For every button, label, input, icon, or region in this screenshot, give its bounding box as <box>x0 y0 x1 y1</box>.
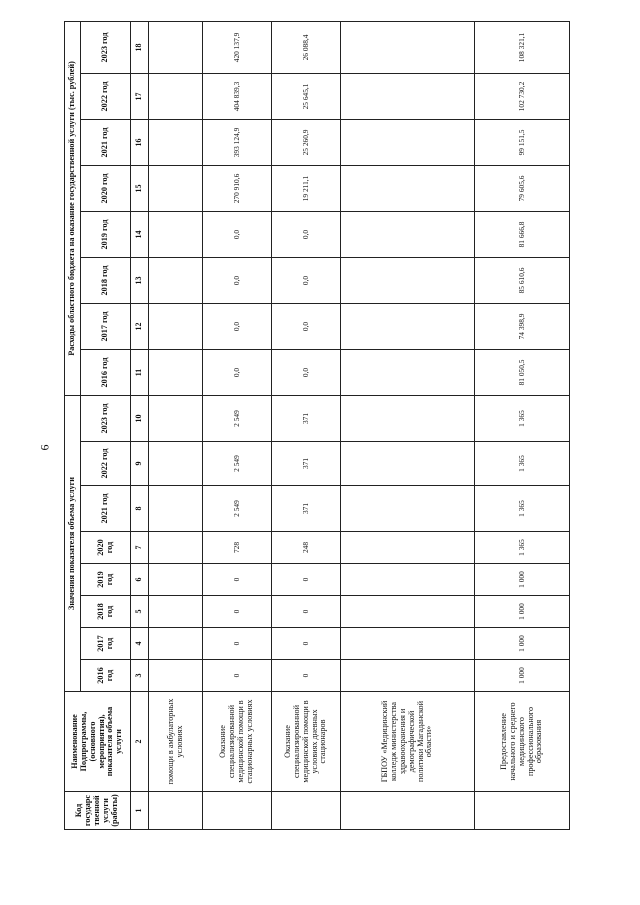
volume-cell: 1 000 <box>475 564 570 596</box>
header-budget-year: 2021 год <box>81 119 131 165</box>
budget-cell <box>341 21 475 73</box>
header-budget-year: 2022 год <box>81 73 131 119</box>
row-name: Предоставление начального и среднего медицинского профессионального образования <box>475 692 570 792</box>
budget-cell: 85 610,6 <box>475 257 570 303</box>
volume-cell <box>149 395 202 441</box>
volume-cell: 1 365 <box>475 442 570 486</box>
budget-cell: 26 088,4 <box>271 21 340 73</box>
header-volume-year: 2018 год <box>81 596 131 628</box>
row-name: помощи в амбулаторных условиях <box>149 692 202 792</box>
volume-cell <box>149 442 202 486</box>
volume-cell: 0 <box>202 596 271 628</box>
budget-cell <box>341 119 475 165</box>
column-number: 8 <box>131 486 149 532</box>
budget-cell <box>149 73 202 119</box>
volume-cell: 0 <box>271 564 340 596</box>
budget-cell <box>149 303 202 349</box>
volume-cell <box>149 486 202 532</box>
row-name: Оказание специализированной медицинской помощи в условиях дневных стационаров <box>271 692 340 792</box>
header-volume-year: 2016 год <box>81 660 131 692</box>
budget-cell: 99 151,5 <box>475 119 570 165</box>
budget-cell <box>149 119 202 165</box>
header-volume-year: 2021 год <box>81 486 131 532</box>
header-volume-year: 2023 год <box>81 395 131 441</box>
budget-cell: 0,0 <box>271 349 340 395</box>
table-row <box>271 21 340 829</box>
budget-cell <box>149 257 202 303</box>
budget-cell: 393 124,9 <box>202 119 271 165</box>
budget-cell: 0,0 <box>202 211 271 257</box>
header-volume-group: Значения показателя объема услуги <box>65 395 81 691</box>
row-code <box>475 792 570 830</box>
budget-cell: 74 398,9 <box>475 303 570 349</box>
budget-cell: 0,0 <box>271 303 340 349</box>
volume-cell: 2 549 <box>202 395 271 441</box>
volume-cell: 0 <box>202 564 271 596</box>
budget-cell: 0,0 <box>271 257 340 303</box>
column-number: 3 <box>131 660 149 692</box>
budget-cell: 420 137,9 <box>202 21 271 73</box>
row-code <box>202 792 271 830</box>
budget-cell: 270 910,6 <box>202 165 271 211</box>
header-volume-year: 2020 год <box>81 532 131 564</box>
volume-cell: 728 <box>202 532 271 564</box>
volume-cell <box>149 660 202 692</box>
volume-cell: 0 <box>271 596 340 628</box>
volume-cell: 248 <box>271 532 340 564</box>
table-row <box>202 21 271 829</box>
row-code <box>271 792 340 830</box>
budget-cell <box>341 349 475 395</box>
column-number: 15 <box>131 165 149 211</box>
row-code <box>341 792 475 830</box>
header-budget-year: 2020 год <box>81 165 131 211</box>
header-budget-year: 2023 год <box>81 21 131 73</box>
budget-cell <box>341 303 475 349</box>
row-code <box>149 792 202 830</box>
volume-cell: 0 <box>202 660 271 692</box>
header-code: Код государственной услуги (работы) <box>65 792 131 830</box>
header-budget-year: 2017 год <box>81 303 131 349</box>
budget-cell <box>149 211 202 257</box>
column-number: 5 <box>131 596 149 628</box>
volume-cell <box>341 532 475 564</box>
volume-cell: 1 365 <box>475 486 570 532</box>
volume-cell: 0 <box>202 628 271 660</box>
budget-cell: 81 666,8 <box>475 211 570 257</box>
header-budget-year: 2016 год <box>81 349 131 395</box>
budget-cell: 79 605,6 <box>475 165 570 211</box>
volume-cell: 0 <box>271 660 340 692</box>
column-number: 18 <box>131 21 149 73</box>
column-number: 6 <box>131 564 149 596</box>
volume-cell: 371 <box>271 442 340 486</box>
volume-cell <box>341 486 475 532</box>
column-number: 7 <box>131 532 149 564</box>
volume-cell <box>341 660 475 692</box>
table-row <box>149 21 202 829</box>
volume-cell <box>149 628 202 660</box>
volume-cell <box>149 564 202 596</box>
header-budget-year: 2018 год <box>81 257 131 303</box>
header-budget-group: Расходы областного бюджета на оказание государственной услуги (тыс. рублей) <box>65 21 81 395</box>
column-number: 13 <box>131 257 149 303</box>
header-volume-year: 2022 год <box>81 442 131 486</box>
budget-cell <box>149 21 202 73</box>
volume-cell <box>341 628 475 660</box>
rotated-table-area <box>64 22 570 830</box>
volume-cell: 371 <box>271 486 340 532</box>
table-row <box>341 21 475 829</box>
volume-cell: 0 <box>271 628 340 660</box>
volume-cell <box>341 442 475 486</box>
volume-cell: 1 365 <box>475 532 570 564</box>
volume-cell: 1 000 <box>475 596 570 628</box>
table-row <box>475 21 570 829</box>
budget-cell: 0,0 <box>202 257 271 303</box>
budget-cell <box>341 73 475 119</box>
volume-cell: 2 549 <box>202 442 271 486</box>
column-number: 2 <box>131 692 149 792</box>
volume-cell: 2 549 <box>202 486 271 532</box>
budget-cell: 102 730,2 <box>475 73 570 119</box>
column-number: 11 <box>131 349 149 395</box>
budget-cell <box>341 211 475 257</box>
header-volume-year: 2017 год <box>81 628 131 660</box>
volume-cell: 371 <box>271 395 340 441</box>
header-budget-year: 2019 год <box>81 211 131 257</box>
page-number: 6 <box>37 444 52 451</box>
row-name: ГБПОУ «Медицинский колледж министерства здравоохранения и демографической политики Магаданской области» <box>341 692 475 792</box>
budget-cell: 0,0 <box>202 349 271 395</box>
budget-cell: 108 321,1 <box>475 21 570 73</box>
volume-cell <box>341 395 475 441</box>
column-number: 17 <box>131 73 149 119</box>
column-number: 4 <box>131 628 149 660</box>
column-number: 16 <box>131 119 149 165</box>
budget-cell: 404 839,3 <box>202 73 271 119</box>
volume-cell <box>341 564 475 596</box>
header-volume-year: 2019 год <box>81 564 131 596</box>
volume-cell: 1 000 <box>475 628 570 660</box>
column-number: 12 <box>131 303 149 349</box>
budget-cell: 81 050,5 <box>475 349 570 395</box>
column-number-row <box>131 21 149 829</box>
budget-cell: 19 211,1 <box>271 165 340 211</box>
budget-cell: 25 260,9 <box>271 119 340 165</box>
volume-cell <box>149 596 202 628</box>
budget-cell <box>149 165 202 211</box>
column-number: 1 <box>131 792 149 830</box>
budget-cell <box>149 349 202 395</box>
budget-cell: 0,0 <box>271 211 340 257</box>
budget-table <box>64 21 570 830</box>
volume-cell: 1 000 <box>475 660 570 692</box>
volume-cell: 1 365 <box>475 395 570 441</box>
column-number: 9 <box>131 442 149 486</box>
volume-cell <box>341 596 475 628</box>
budget-cell <box>341 257 475 303</box>
header-name: Наименование Подпрограммы, (основного мероприятия), показателя объема услуги <box>65 692 131 792</box>
budget-cell <box>341 165 475 211</box>
column-number: 14 <box>131 211 149 257</box>
budget-cell: 25 645,1 <box>271 73 340 119</box>
volume-cell <box>149 532 202 564</box>
column-number: 10 <box>131 395 149 441</box>
row-name: Оказание специализированной медицинской помощи в стационарных условиях <box>202 692 271 792</box>
budget-cell: 0,0 <box>202 303 271 349</box>
